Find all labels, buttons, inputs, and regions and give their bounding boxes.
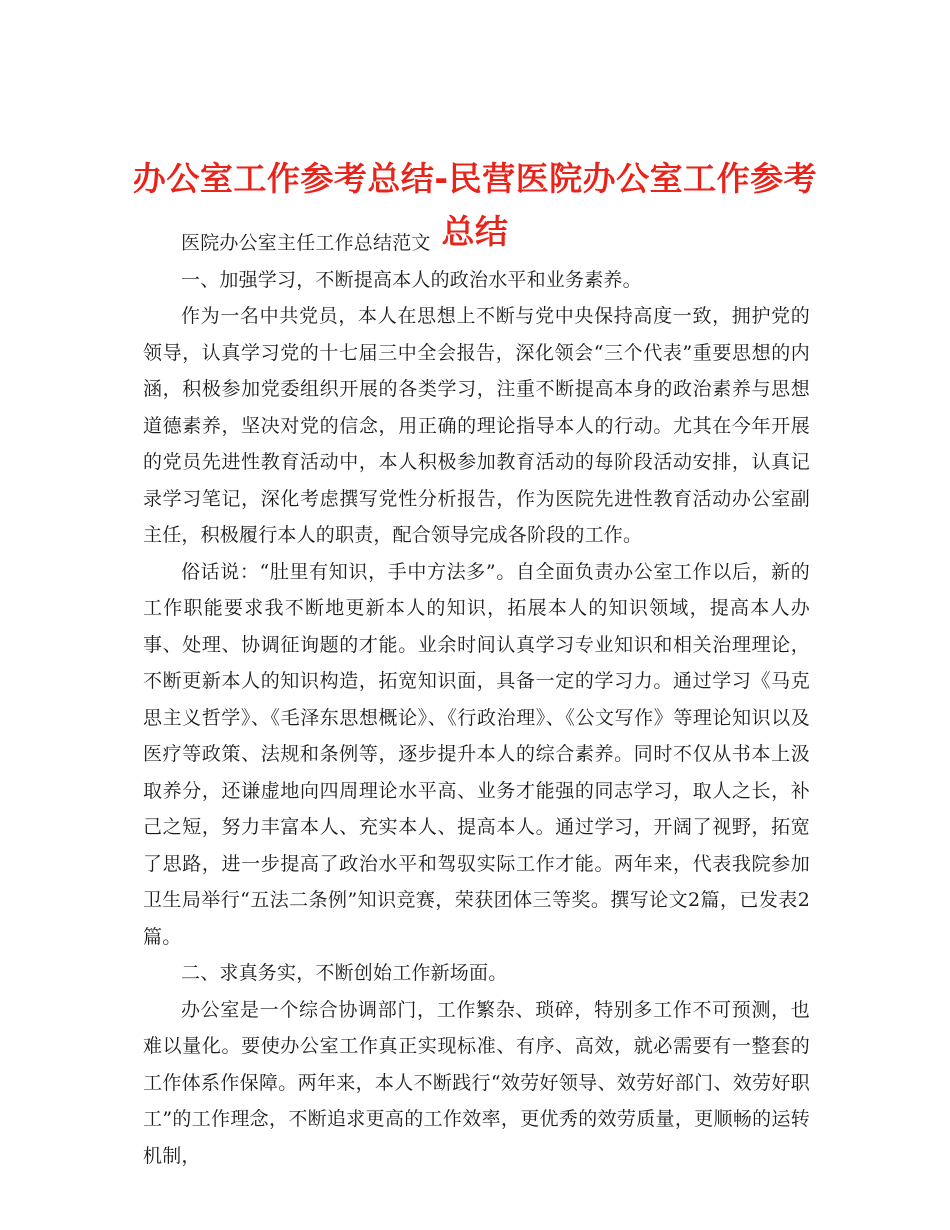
paragraph-section-heading-1: 一、加强学习，不断提高本人的政治水平和业务素养。 bbox=[181, 268, 642, 291]
document-title: 办公室工作参考总结-民营医院办公室工作参考总结 bbox=[132, 159, 818, 252]
paragraph-section-heading-2: 二、求真务实，不断创始工作新场面。 bbox=[181, 962, 508, 984]
paragraph-body: 办公室是一个综合协调部门，工作繁杂、琐碎，特别多工作不可预测，也难以量化。要使办公室工作真正实现标准、有序、高效，就必需要有一整套的工作体系作保障。两年来，本人不断践行“效劳好领导、效劳好部门、效劳好职工”的工作理念，不断追求更高的工作效率，更优秀的效劳质量，更顺畅的运转机制， bbox=[143, 998, 810, 1167]
paragraph-subtitle: 医院办公室主任工作总结范文 bbox=[181, 232, 431, 254]
paragraph-body: 作为一名中共党员，本人在思想上不断与党中央保持高度一致，拥护党的领导，认真学习党的十七届三中全会报告，深化领会“三个代表”重要思想的内涵，积极参加党委组织开展的各类学习，注重不断提高本身的政治素养与思想道德素养，坚决对党的信念，用正确的理论指导本人的行动。尤其在今年开展的党员先进性教育活动中，本人积极参加教育活动的每阶段活动安排，认真记录学习笔记，深化考虑撰写党性分析报告，作为医院先进性教育活动办公室副主任，积极履行本人的职责，配合领导完成各阶段的工作。 bbox=[143, 305, 810, 546]
paragraph-body: 俗话说：“肚里有知识，手中方法多”。自全面负责办公室工作以后，新的工作职能要求我不断地更新本人的知识，拓展本人的知识领域，提高本人办事、处理、协调征询题的才能。业余时间认真学习专业知识和相关治理理论，不断更新本人的知识构造，拓宽知识面，具备一定的学习力。通过学习《马克思主义哲学》、《毛泽东思想概论》、《行政治理》、《公文写作》等理论知识以及医疗等政策、法规和条例等，逐步提升本人的综合素养。同时不仅从书本上汲取养分，还谦虚地向四周理论水平高、业务才能强的同志学习，取人之长，补己之短，努力丰富本人、充实本人、提高本人。通过学习，开阔了视野，拓宽了思路，进一步提高了政治水平和驾驭实际工作才能。两年来，代表我院参加卫生局举行“五法二条例”知识竞赛，荣获团体三等奖。撰写论文2篇，已发表2篇。 bbox=[143, 560, 810, 948]
document-body bbox=[143, 225, 810, 1174]
